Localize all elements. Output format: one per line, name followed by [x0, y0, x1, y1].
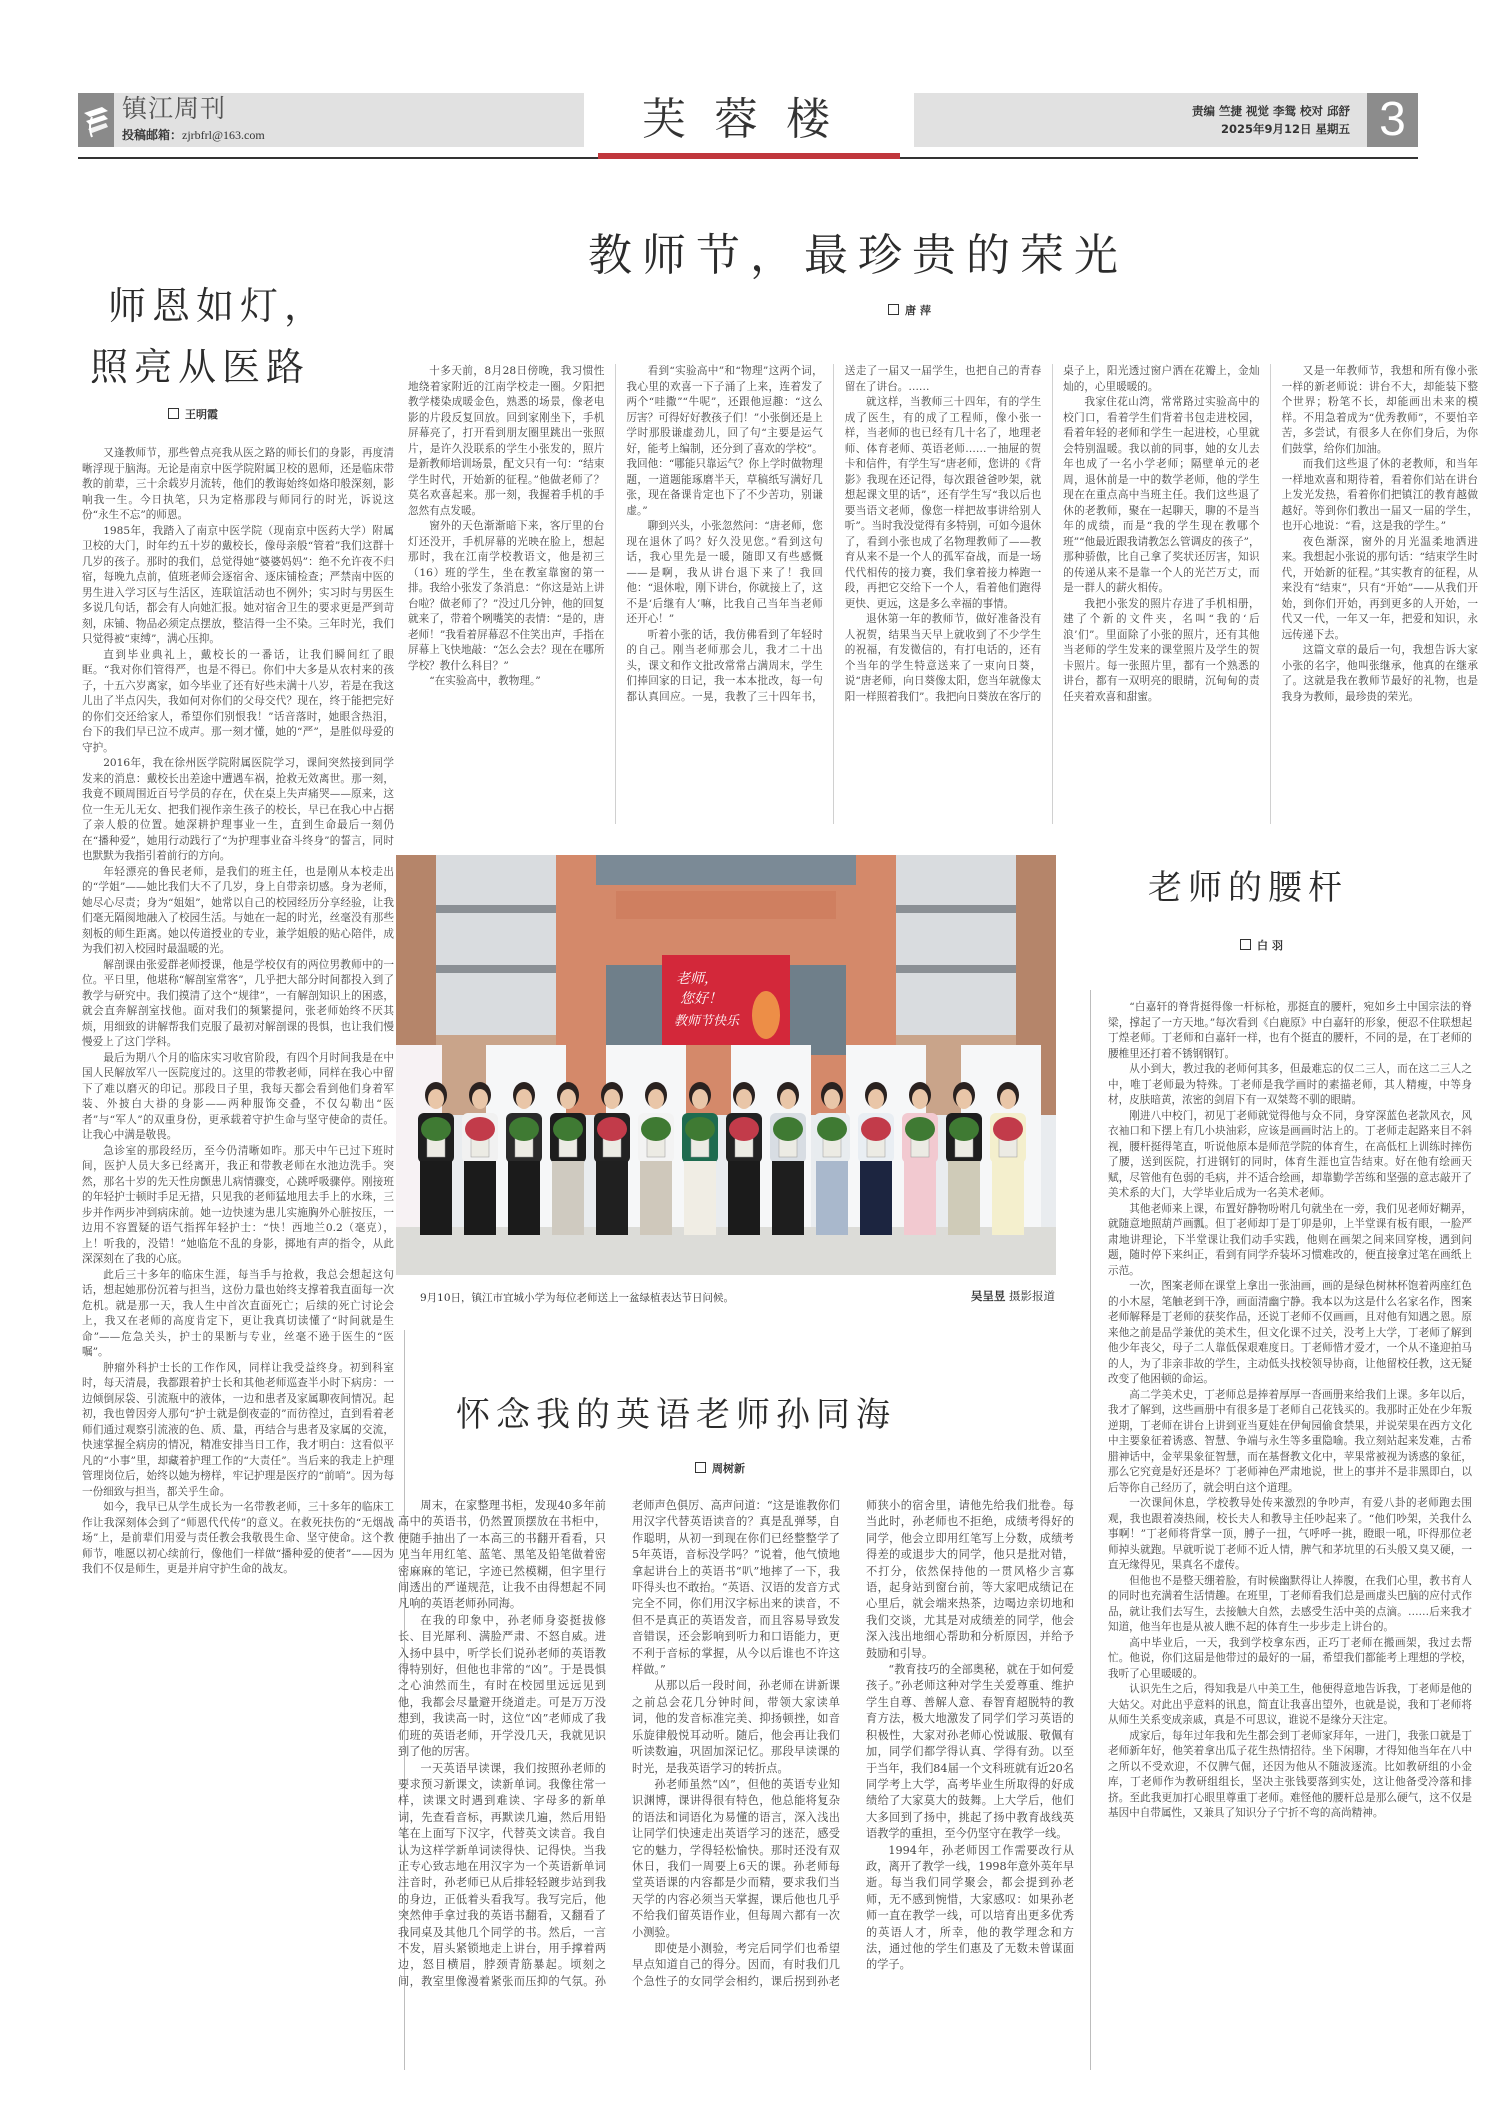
article2-body — [408, 364, 1478, 824]
article1-title-line1: 师恩如灯， — [108, 284, 329, 328]
article3-body — [1108, 1000, 1472, 2040]
screen-text-line3: 教师节快乐 — [674, 1014, 740, 1029]
article1-paragraph: 年轻漂亮的鲁民老师，是我们的班主任，也是刚从本校走出的“学姐”——她比我们大不了几岁，身上自带亲切感。身为老师，她尽心尽责；身为“姐姐”，她常以自己的校园经历分享经验，让我们毫无隔阂地融入了校园生活。与她在一起的时光，丝毫没有那些刻板的师生距离。她以传道授业的专业，兼学姐般的贴心陪伴，成为我们初入校园时最温暖的光。 — [82, 865, 394, 955]
article1-paragraph: 直到毕业典礼上，戴校长的一番话，让我们瞬间红了眼眶。“我对你们管得严，也是不得已。你们中大多是从农村来的孩子，十五六岁离家，如今毕业了还有好些未满十八岁，若是在我这儿出了半点闪失，我如何对你们的父母交代？现在，终于能把完好的你们交还给家人，希望你们别恨我！”话音落时，她眼含热泪，台下的我们早已泣不成声。那一刻才懂，她的“严”，是胜似母爱的守护。 — [82, 648, 394, 754]
article3-paragraph: 但他也不是整天绷着脸，有时候幽默得让人捧腹，在我们心里，教书育人的同时也充满着生活情趣。在班里，丁老师看我们总是画虚头巴脑的应付式作品，就让我们去写生，去接触大自然，去感受生活中美的点滴。……后来我才知道，他当年也是从被人瞧不起的体育生一步步走上讲台的。 — [1108, 1574, 1472, 1633]
article4-paragraph: 从那以后一段时间，孙老师在讲新课之前总会花几分钟时间，带领大家读单词，他的发音标准完美、抑扬顿挫，如音乐旋律般悦耳动听。随后，他会再让我们听读数遍，巩固加深记忆。那段早读课的时光，是我英语学习的转折点。 — [632, 1679, 840, 1775]
article1-paragraph: 如今，我早已从学生成长为一名带教老师，三十多年的临床工作让我深刻体会到了“师恩代代传”的意义。在救死扶伤的“无烟战场”上，是前辈们用爱与责任教会我敬畏生命、坚守使命。这个教师节，唯愿以初心续前行，像他们一样做“播种爱的使者”——因为我们不仅是师生，更是并肩守护生命的战友。 — [82, 1501, 394, 1575]
section-title: 芙蓉楼 — [642, 94, 858, 145]
email-address[interactable]: zjrbfrl@163.com — [182, 128, 265, 142]
article3-paragraph: 从小到大，教过我的老师何其多，但最难忘的仅二三人，而在这二三人之中，唯丁老师最为特殊。丁老师是我学画时的素描老师，其人精瘦，中等身材，皮肤暗黄，浓密的剑眉下有一双桀骜不驯的眼睛。 — [1108, 1063, 1472, 1106]
photographer-name: 吴呈昱 — [970, 1289, 1006, 1303]
article4-body — [398, 1498, 1074, 2050]
article3-author: 白羽 — [1257, 939, 1287, 952]
article4-paragraph: 即使是小测验，考完后同学们也希望早点知道自己的得分。因而，有时我们几个急性子的女同学会相约，课后拐到孙老师狭小的宿舍里，请他先给我们批卷。每当此时，孙老师也不拒绝，成绩考得好的同学，他会立即用红笔写上分数，成绩考得差的或退步大的同学，他只是批对错，不打分，依然保持他的一贯风格少言寡语，起身站到窗台前，等大家吧成绩记在心里后，就会端来热茶，边喝边亲切地和我们交谈，尤其是对成绩差的同学，他会深入浅出地细心帮助和分析原因，并给予鼓励和引导。 — [632, 1499, 1074, 1988]
article2-paragraph: 聊到兴头，小张忽然问：“唐老师，您现在退休了吗？好久没见您。”看到这句话，我心里先是一暖，随即又有些感慨——是啊，我从讲台退下来了！我回他：“退休啦，刚下讲台，你就接上了，这不是‘后继有人’嘛，比我自己当年当老师还开心！” — [626, 520, 823, 625]
article2-paragraph: 我家住花山湾，常常路过实验高中的校门口，看着学生们背着书包走进校园，看着年轻的老师和学生一起进校，心里就会特别温暖。我以前的同事，她的女儿去年也成了一名小学老师；隔壁单元的老周，退休前是一中的数学老师，他的学生现在在重点高中当班主任。我们这些退了休的老教师，聚在一起聊天，聊的不是当年的成绩，而是“我的学生现在教哪个班”“他最近跟我请教怎么管调皮的孩子”，那种骄傲，比自己拿了奖状还厉害，知识的传递从来不是靠一个人的光芒万丈，而是一群人的薪火相传。 — [1063, 396, 1260, 594]
article3-paragraph: “白嘉轩的脊背挺得像一杆标枪，那挺直的腰杆，宛如乡土中国宗法的脊梁，撑起了一方天地。”每次看到《白鹿原》中白嘉轩的形象，便忍不住联想起丁煌老师。丁老师和白嘉轩一样，也有个挺直的腰杆，不同的是，在丁老师的腰椎里还打着不锈钢钢钉。 — [1108, 1001, 1472, 1060]
article2-paragraph: 这篇文章的最后一句，我想告诉大家小张的名字，他叫张继承，他真的在继承了。这就是我在教师节最好的礼物，也是我身为教师，最珍贵的荣光。 — [1281, 644, 1478, 703]
article1-paragraph: 肿瘤外科护士长的工作作风，同样让我受益终身。初到科室时，每天清晨，我都跟着护士长和其他老师巡查半小时下病房：一边倾倒尿袋、引流瓶中的液体，一边和患者及家属聊夜间情况。起初，我也曾因旁人那句“护士就是倒夜壶的”而彷徨过，直到看着老师们通过观察引流液的色、质、量，再结合与患者及家属的交流，快速掌握全病房的情况，精准安排当日工作，我才明白：这看似平凡的“小事”里，却藏着护理工作的“大责任”。当后来的我走上护理管理岗位后，始终以她为榜样，牢记护理是医疗的“前哨”。因为每一份细致与担当，都关乎生命。 — [82, 1361, 394, 1498]
photo-credit-suffix: 摄影报道 — [1009, 1289, 1055, 1303]
article3-paragraph: 高中毕业后，一天，我到学校拿东西，正巧丁老师在搬画架，我过去帮忙。他说，你们这届是他带过的最好的一届，希望我们都能考上理想的学校，我听了心里暖暖的。 — [1108, 1636, 1472, 1680]
article3-paragraph: 一次课间休息，学校教导处传来激烈的争吵声，有爱八卦的老师跑去围观，我也跟着凑热闹，校长夫人和教导主任吵起来了。“他们吵架，关我什么事啊！”丁老师将背掌一顶，膊子一扭，气呼呼一挑，瞪眼一吼，吓得那位老师掉头就跑。早就听说丁老师不近人情，脾气和茅坑里的石头般又臭又硬，一直无缘得见，果真名不虚传。 — [1108, 1497, 1472, 1571]
page-number: 3 — [1367, 93, 1418, 147]
byline-box-icon — [888, 304, 899, 315]
byline-box-icon — [1240, 939, 1251, 950]
article2-paragraph: 窗外的天色渐渐暗下来，客厅里的台灯还没开，手机屏幕的光映在脸上，想起那时，我在江南学校教语文，他是初三（16）班的学生，坐在教室靠窗的第一排。我给小张发了条消息：“你这是站上讲台啦？做老师了？”没过几分钟，他的回复就来了，带着个咧嘴笑的表情：“是的，唐老师！”我看着屏幕忍不住笑出声，手指在屏幕上飞快地敲：“怎么会去？现在在哪所学校？教什么科目？” — [408, 520, 605, 672]
byline-box-icon — [695, 1462, 706, 1473]
article2-title: 教师节，最珍贵的荣光 — [588, 230, 1128, 281]
article2-paragraph: 十多天前，8月28日傍晚，我习惯性地绕着家附近的江南学校走一圈。夕阳把教学楼染成暖金色，熟悉的场景，像老电影的片段反复回放。回到家刚坐下，手机屏幕亮了，打开看到朋友圈里跳出一张照片，是许久没联系的学生小张发的，照片是新教师培训场景，配文只有一句：“结束学生时代，开始新的征程。”他做老师了？莫名欢喜起来。那一刻，我握着手机的手忽然有点发暖。 — [408, 365, 605, 517]
article2-paragraph: 听着小张的话，我仿佛看到了年轻时的自己。刚当老师那会儿，我才二十出头，课文和作文批改常常占满周末，学生们捧回家的日记，我一本本批改，每一句都认真回应。一晃，我教了三十四年书，送走了一届又一届学生，也把自己的青春留在了讲台。…… — [626, 365, 1042, 703]
submission-email — [122, 127, 265, 143]
newspaper-name: 镇江周刊 — [122, 94, 227, 123]
newspaper-logo-icon — [78, 93, 114, 147]
article1-author: 王明霞 — [185, 408, 218, 421]
byline-box-icon — [168, 408, 179, 419]
article4-title: 怀念我的英语老师孙同海 — [456, 1395, 896, 1435]
article3-paragraph: 其他老师来上课，布置好静物吩咐几句就坐在一旁，我们见老师好糊弄，就随意地照葫芦画瓢。但丁老师却丁是丁卯是卯，上半堂课有板有眼，一脸严肃地讲理论，下半堂课让我们动手实践，他则在画架之间来回穿梭，遇到问题，随时停下来纠正，看到有同学乔装坏习惯难改的，便直接拿过笔在画纸上示范。 — [1108, 1202, 1472, 1277]
editor-credits: 责编 竺捷 视觉 李鸳 校对 邱舒 — [1191, 104, 1350, 118]
article3-paragraph: 一次，图案老师在课堂上拿出一张油画，画的是绿色树林杯饱着两座红色的小木屋，笔触老到干净，画面清幽宁静。我本以为这是什么名家名作，图案老师解释是丁老师的获奖作品，还说丁老师不仅画画，且对他有知遇之恩。原来他之前是品学兼优的美术生，但文化课不过关，没考上大学，丁老师了解到他少年丧父，母子二人靠低保艰难度日。丁老师惜才爱才，一个从不逢迎拍马的人，为了非亲非故的学生，主动低头找校领导协商，让他留校任教，这无疑改变了他困顿的命运。 — [1108, 1280, 1472, 1385]
article4-author: 周树新 — [712, 1462, 745, 1475]
article1-title-line2: 照亮从医路 — [90, 345, 311, 389]
article1-paragraph: 又逢教师节，那些曾点亮我从医之路的师长们的身影，再度清晰浮现于脑海。无论是南京中医学院附属卫校的恩师，还是临床带教的前辈，三十余载岁月流转，他们的教诲始终如烙印般深刻，影响我一生。今日执笔，只为定格那段与师同行的时光，诉说这份“永生不忘”的师恩。 — [82, 447, 394, 521]
email-label: 投稿邮箱： — [122, 128, 183, 142]
article2-paragraph: 夜色渐深，窗外的月光温柔地洒进来。我想起小张说的那句话：“结束学生时代，开始新的征程。”其实教育的征程，从来没有“结束”，只有“开始”——从我们开始，到你们开始，再到更多的人开始，一代又一代，一年又一年，把爱和知识，永远传递下去。 — [1281, 535, 1478, 641]
article1-paragraph: 此后三十多年的临床生涯，每当手与抢救，我总会想起这句话，想起她那份沉着与担当，这份力量也始终支撑着我直面每一次危机。就是那一天，我人生中首次直面死亡；后续的死亡讨论会上，我又在老师的高度肯定下，更让我真切读懂了“时间就是生命”——危急关头，护士的果断与专业，丝毫不逊于医生的“医嘱”。 — [82, 1268, 394, 1358]
article2-paragraph: 又是一年教师节，我想和所有像小张一样的新老师说：讲台不大，却能装下整个世界；粉笔不长，却能画出未来的模样。不用急着成为“优秀教师”，不要怕辛苦，多尝试，有很多人在你们身后，为你们鼓掌，给你们加油。 — [1281, 365, 1478, 455]
article1-paragraph: 1985年，我踏入了南京中医学院（现南京中医药大学）附属卫校的大门，时年约五十岁的戴校长，像母亲般“管着”我们这群十几岁的孩子。那时的我们，总觉得她“婆婆妈妈”：绝不允许夜不归宿，每晚九点前，值班老师会逐宿舍、逐床铺检查；严禁南中医的男生进入学习区与生活区，连联谊活动也不例外；实习时与男医生多说几句话，都会有人向她汇报。她对宿舍卫生的要求更是严到苛刻，床铺、物品必须定点摆放，整洁得一尘不染。三年时光，我们只觉得被“束缚”，满心压抑。 — [82, 524, 394, 645]
article1-paragraph: 最后为期八个月的临床实习收官阶段，有四个月时间我是在中国人民解放军八一医院度过的。这里的带教老师，同样在我心中留下了难以磨灭的印记。那段日子里，我每天都会看到他们身着军装、外披白大褂的身影——两种服饰交叠，不仅勾勒出“医者”与“军人”的双重身份，更承载着守护生命与坚守使命的责任。让我心中满是敬畏。 — [82, 1051, 394, 1141]
article4-paragraph: 孙老师虽然“凶”，但他的英语专业知识渊博，课讲得很有特色，他总能将复杂的语法和词语化为易懂的语言，深入浅出让同学们快速走出英语学习的迷茫，感受它的魅力，学得轻松愉快。那时还没有双休日，我们一周要上6天的课。孙老师每堂英语课的内容都是少而精，要求我们当天学的内容必须当天掌握，课后他也几乎不给我们留英语作业，但每周六都有一次小测验。 — [632, 1777, 840, 1939]
header-rule-accent — [598, 153, 900, 159]
article1-byline — [168, 406, 218, 422]
article4-paragraph: 1994年，孙老师因工作需要改行从政，离开了教学一线，1998年意外英年早逝。每当我们同学聚会，都会提到孙老师，无不感到惋惜，大家感叹：如果孙老师一直在教学一线，可以培育出更多优秀的英语人才，所幸，他的教学理念和方法，通过他的学生们惠及了无数未曾谋面的学子。 — [866, 1843, 1074, 1972]
article3-title: 老师的腰杆 — [1148, 868, 1348, 908]
article2-paragraph: 而我们这些退了休的老教师，和当年一样地欢喜和期待着，看着你们站在讲台上发光发热，看着你们把镇江的教育越做越好。等到你们教出一届又一届的学生，也开心地说：“看，这是我的学生。” — [1281, 458, 1478, 532]
article2-paragraph: 退休第一年的教师节，做好准备没有人祝贺，结果当天早上就收到了不少学生的祝福，有发微信的，有打电话的，还有个当年的学生特意送来了一束向日葵，说“唐老师，向日葵像太阳，您当年就像太阳一样照着我们”。我把向日葵放在客厅的桌子上，阳光透过窗户洒在花瓣上，金灿灿的，心里暖暖的。 — [844, 365, 1260, 703]
issue-date: 2025年9月12日 星期五 — [1220, 122, 1350, 136]
article1-paragraph: 2016年，我在徐州医学院附属医院学习，课间突然接到同学发来的消息：戴校长出差途中遭遇车祸，抢救无效离世。那一刻，我竟不顾周围近百号学员的存在，伏在桌上失声痛哭——原来，这位一生无儿无女、把我们视作亲生孩子的校长，早已在我心中占据了亲人般的位置。她深耕护理事业一生，直到生命最后一刻仍在“播种爱”，她用行动践行了“为护理事业奋斗终身”的誓言，同时也默默为我指引着前行的方向。 — [82, 757, 394, 862]
article2-byline — [888, 302, 935, 318]
teachers-group-photo-illustration — [396, 855, 1056, 1275]
article4-byline — [695, 1460, 745, 1476]
article2-paragraph: 我把小张发的照片存进了手机相册，建了个新的文件夹，名叫“我的‘后浪’们”。里面除了小张的照片，还有其他当老师的学生发来的课堂照片及学生的贺卡照片。每一张照片里，都有一个熟悉的讲台，都有一双明亮的眼睛，沉甸甸的责任夹着欢喜和甜蜜。 — [1063, 597, 1260, 703]
article1-paragraph: 急诊室的那段经历，至今仍清晰如昨。那天中午已过下班时间，医护人员大多已经离开，我正和带教老师在水池边洗手。突然，那名十岁的先天性房颤患儿病情骤变，心跳呼吸骤停。刚接班的年轻护士顿时手足无措，只见我的老师猛地甩去手上的水珠，三步并作两步冲到病床前。她一边快速为患儿实施胸外心脏按压，一边用不容置疑的语气指挥年轻护士：“快！西地兰0.2（毫克），上！听我的，没错！”她临危不乱的身影，掷地有声的指令，从此深深刻在了我的心底。 — [82, 1144, 394, 1265]
article3-byline — [1240, 937, 1287, 953]
header-rule-left — [78, 157, 598, 159]
column-divider — [1090, 990, 1091, 2070]
article3-paragraph: 认识先生之后，得知我是八中美工生，他便得意地告诉我，丁老师是他的大姑父。对此出乎意料的讯息，简直让我喜出望外，也就是说，我和丁老师将从师生关系变成亲戚，真是不可思议，谁说不是缘分天注定。 — [1108, 1683, 1472, 1726]
screen-text-line2: 您好！ — [680, 991, 722, 1007]
article3-paragraph: 高二学美术史，丁老师总是捧着厚厚一沓画册来给我们上课。多年以后，我才了解到，这些画册中有很多是丁老师自己花钱买的。我那时正处在少年叛逆期，丁老师在讲台上讲到亚当夏娃在伊甸园偷食禁果，并说荣果在西方文化中主要象征着诱惑、智慧、争端与永生等多重隐喻。我立刻站起来发难，古希腊神话中，金苹果象征智慧，而在基督教文化中，苹果常被视为诱惑的象征，那么它究竟是好还是坏？丁老师神色严肃地说，世上的事并不是非黑即白，以后等你自己经历了，就会明白这个道理。 — [1108, 1388, 1472, 1494]
news-photo — [396, 855, 1056, 1275]
header-rule-right — [900, 157, 1418, 159]
article4-paragraph: 一天英语早读课，我们按照孙老师的要求预习新课文，读新单词。我像往常一样，读课文时遇到难读、字母多的新单词，先查看音标，再默读几遍，然后用铅笔在上面写下汉字，代替英文读音。我自认为这样学新单词读得快、记得快。当我正专心致志地在用汉字为一个英语新单词注音时，孙老师已从后排轻轻踱步站到我的身边，正低着头看我写。我写完后，他突然伸手拿过我的英语书翻看，又翻看了我同桌及其他几个同学的书。然后，一言不发，眉头紧锁地走上讲台，用手撑着两边，怒目横眉，脖颈青筋暴起。顷刻之间，教室里像漫着紧张而压抑的气氛。孙老师声色俱厉、高声问道：“这是谁教你们用汉字代替英语读音的？真是乱弹琴，自作聪明，从初一到现在你们已经整整学了5年英语，音标没学吗？”说着，他气愤地拿起讲台上的英语书“叭”地摔了一下，我吓得头也不敢抬。“英语、汉语的发音方式完全不同，你们用汉字标出来的读音，不但不是真正的英语发音，而且容易导致发音错误，还会影响到听力和口语能力，更不利于音标的掌握，从今以后谁也不许这样做。” — [398, 1499, 840, 1988]
article2-author: 唐萍 — [905, 304, 935, 317]
screen-text-line1: 老师， — [676, 971, 718, 987]
photo-caption: 9月10日，镇江市宜城小学为每位老师送上一盆绿植表达节日问候。 — [420, 1292, 735, 1304]
article4-paragraph: “教育技巧的全部奥秘，就在于如何爱孩子。”孙老师这种对学生关爱尊重、维护学生自尊、善解人意、春智育超脱特的教育方法，极大地激发了同学们学习英语的积极性，大家对孙老师心悦诚服、敬佩有加，同学们都学得认真、学得有劲。以至于当年，我们84届一个文科班就有近20名同学考上大学，高考毕业生所取得的好成绩给了大家莫大的鼓舞。上大学后，他们大多回到了扬中，挑起了扬中教育战线英语教学的重担，至今仍坚守在教学一线。 — [866, 1663, 1074, 1841]
article1-paragraph: 解剖课由张爱群老师授课，他是学校仅有的两位男教师中的一位。平日里，他堪称“解剖室常客”，几乎把大部分时间都投入到了教学与研究中。我们摸清了这个“规律”，一有解剖知识上的困惑，就会直奔解剖室找他。面对我们的频繁提问，张老师始终不厌其烦，用细致的讲解帮我们克服了最初对解剖课的畏惧，也让我们慢慢爱上了这门学科。 — [82, 958, 394, 1048]
article2-paragraph: 就这样，当教师三十四年，有的学生成了医生，有的成了工程师，像小张一样，当老师的也已经有几十名了，地理老师、体育老师、英语老师……一抽屉的贺卡和信件，有学生写“唐老师，您讲的《背影》我现在还记得，每次跟爸爸吵架，就想起课文里的话”，还有学生写“我以后也要当语文老师，像您一样把故事讲给别人听”。当时我没觉得有多特别，可如今退休了，看到小张也成了名物理教师了——教育从来不是一个人的孤军奋战，而是一场代代相传的接力赛，我们拿着接力棒跑一段，再把它交给下一个人，看着他们跑得更快、更远，这是多么幸福的事情。 — [844, 396, 1042, 610]
article1-body — [82, 446, 394, 2036]
article2-paragraph: “在实验高中，教物理。” — [429, 675, 541, 687]
photo-credit — [930, 1288, 1055, 1304]
article2-paragraph: 看到“实验高中”和“物理”这两个词，我心里的欢喜一下子涌了上来，连着发了两个“哇撒”“牛呢”，还跟他逗趣：“这么厉害？可得好好教孩子们！”小张倒还是上学时那股谦虚劲儿，回了句“主要是运气好，能考上编制，还分到了喜欢的学校”。我回他：“哪能只靠运气？你上学时做物理题，一道题能琢磨半天，草稿纸写满好几张，现在备课肯定也下了不少苦功，别谦虚。” — [626, 365, 823, 517]
article3-paragraph: 成家后，每年过年我和先生都会到丁老师家拜年，一进门，我张口就是丁老师新年好，他笑着拿出瓜子花生热情招待。坐下闲聊，才得知他当年在八中之所以不受欢迎，不仅脾气倔，还因为他从不随波逐流。比如教研组的小金库，丁老师作为教研组组长，坚决主张钱要落到实处，这让他备受冷落和排挤。至此我更加打心眼里尊重丁老师。难怪他的腰杆总是那么硬气，这不仅是基因中自带属性，又兼具了知识分子宁折不弯的高尚精神。 — [1108, 1729, 1472, 1819]
article4-paragraph: 周末，在家整理书柜，发现40多年前高中的英语书，仍然置顶摆放在书柜中，便随手抽出了一本高三的书翻开看看，只见当年用红笔、蓝笔、黑笔及铅笔做着密密麻麻的笔记，字迹已然模糊，但字里行间透出的严谨规范，让我不由得想起不同凡响的英语老师孙同海。 — [398, 1499, 606, 1611]
article3-paragraph: 刚进八中校门，初见丁老师就觉得他与众不同，身穿深蓝色老款风衣，风衣袖口和下摆上有几小块油彩，应该是画画时沾上的。丁老师走起路来目不斜视，腰杆挺得笔直，听说他原本是师范学院的体育生，在高低杠上训练时摔伤了腰，送到医院，打进钢钉的同时，体育生涯也宣告结束。好在他有绘画天赋，尽管他有色弱的毛病，并不适合绘画，却靠勤学苦练和坚强的意志敲开了美术系的大门，大学毕业后成为一名美术老师。 — [1108, 1109, 1472, 1199]
article4-paragraph: 在我的印象中，孙老师身姿挺拔修长、目光犀利、满脸严肃、不怒自威。进入扬中县中，听学长们说孙老师的英语教得特别好，但他也非常的“凶”。于是畏惧之心油然而生，有时在校园里远远见到他，我都会尽量避开绕道走。可是万万没想到，我读高一时，这位“凶”老师成了我们班的英语老师，开学没几天，我就见识到了他的厉害。 — [398, 1613, 606, 1759]
